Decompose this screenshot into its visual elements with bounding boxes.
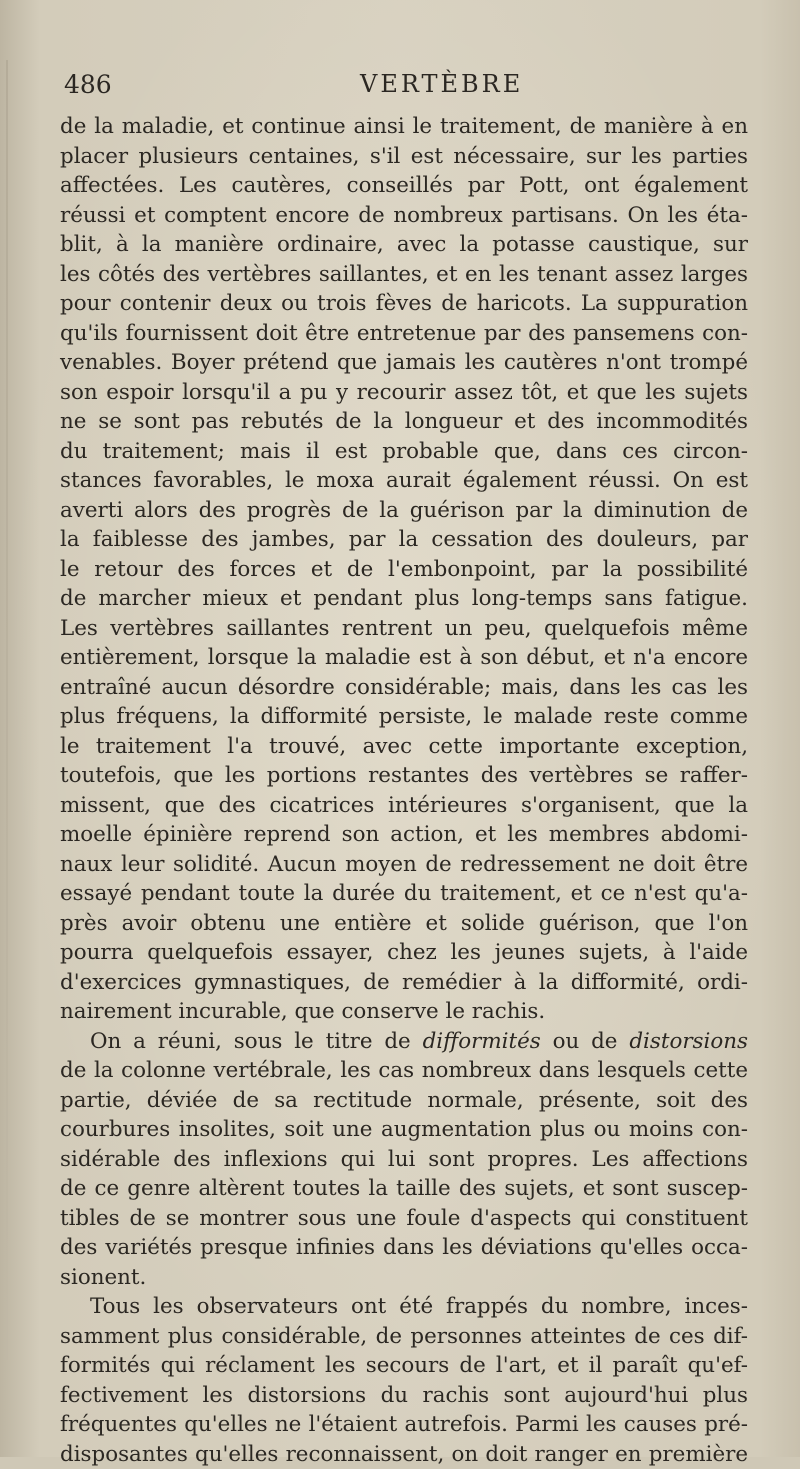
text-line: le retour des forces et de l'embonpoint, par la possibilité <box>60 555 748 585</box>
text-line: stances favorables, le moxa aurait également réussi. On est <box>60 466 748 496</box>
italic-term-difformites: difformités <box>423 1029 541 1054</box>
text-line: placer plusieurs centaines, s'il est nécessaire, sur les parties <box>60 142 748 172</box>
running-title: VERTÈBRE <box>360 70 523 98</box>
text-line: pour contenir deux ou trois fèves de haricots. La suppuration <box>60 289 748 319</box>
text-line: Tous les observateurs ont été frappés du nombre, inces- <box>60 1292 748 1322</box>
page-header <box>60 70 740 110</box>
text-line: sionent. <box>60 1263 748 1293</box>
text-line: entièrement, lorsque la maladie est à son début, et n'a encore <box>60 643 748 673</box>
text-line: pourra quelquefois essayer, chez les jeunes sujets, à l'aide <box>60 938 748 968</box>
text-line: venables. Boyer prétend que jamais les cautères n'ont trompé <box>60 348 748 378</box>
text-line: d'exercices gymnastiques, de remédier à la difformité, ordi- <box>60 968 748 998</box>
text-line: son espoir lorsqu'il a pu y recourir assez tôt, et que les sujets <box>60 378 748 408</box>
text-line: les côtés des vertèbres saillantes, et en les tenant assez larges <box>60 260 748 290</box>
text-line: partie, déviée de sa rectitude normale, présente, soit des <box>60 1086 748 1116</box>
text-line: réussi et comptent encore de nombreux partisans. On les éta- <box>60 201 748 231</box>
text-line: essayé pendant toute la durée du traitement, et ce n'est qu'a- <box>60 879 748 909</box>
text-line: de la colonne vertébrale, les cas nombreux dans lesquels cette <box>60 1056 748 1086</box>
text-line: de ce genre altèrent toutes la taille des sujets, et sont suscep- <box>60 1174 748 1204</box>
text-line: courbures insolites, soit une augmentation plus ou moins con- <box>60 1115 748 1145</box>
text-line: naux leur solidité. Aucun moyen de redressement ne doit être <box>60 850 748 880</box>
text-line: qu'ils fournissent doit être entretenue par des pansemens con- <box>60 319 748 349</box>
text-line: plus fréquens, la difformité persiste, le malade reste comme <box>60 702 748 732</box>
text-fragment: ou de <box>541 1029 630 1054</box>
text-line: averti alors des progrès de la guérison par la diminution de <box>60 496 748 526</box>
text-line: moelle épinière reprend son action, et les membres abdomi- <box>60 820 748 850</box>
text-line: du traitement; mais il est probable que, dans ces circon- <box>60 437 748 467</box>
text-line: la faiblesse des jambes, par la cessation des douleurs, par <box>60 525 748 555</box>
text-line: blit, à la manière ordinaire, avec la potasse caustique, sur <box>60 230 748 260</box>
text-line: des variétés presque infinies dans les déviations qu'elles occa- <box>60 1233 748 1263</box>
text-line: Les vertèbres saillantes rentrent un peu, quelquefois même <box>60 614 748 644</box>
text-line: le traitement l'a trouvé, avec cette importante exception, <box>60 732 748 762</box>
text-fragment: On a réuni, sous le titre de <box>90 1029 423 1054</box>
text-line: fréquentes qu'elles ne l'étaient autrefois. Parmi les causes pré- <box>60 1410 748 1440</box>
text-line: ne se sont pas rebutés de la longueur et des incommodités <box>60 407 748 437</box>
page-number: 486 <box>64 70 112 99</box>
text-line: affectées. Les cautères, conseillés par Pott, ont également <box>60 171 748 201</box>
text-line: fectivement les distorsions du rachis sont aujourd'hui plus <box>60 1381 748 1411</box>
text-line: nairement incurable, que conserve le rachis. <box>60 997 748 1027</box>
text-line: tibles de se montrer sous une foule d'aspects qui constituent <box>60 1204 748 1234</box>
text-line: entraîné aucun désordre considérable; mais, dans les cas les <box>60 673 748 703</box>
text-line: toutefois, que les portions restantes des vertèbres se raffer- <box>60 761 748 791</box>
text-line: formités qui réclament les secours de l'art, et il paraît qu'ef- <box>60 1351 748 1381</box>
text-line: de marcher mieux et pendant plus long-temps sans fatigue. <box>60 584 748 614</box>
text-line: près avoir obtenu une entière et solide guérison, que l'on <box>60 909 748 939</box>
text-line: samment plus considérable, de personnes atteintes de ces dif- <box>60 1322 748 1352</box>
text-line: sidérable des inflexions qui lui sont propres. Les affections <box>60 1145 748 1175</box>
text-line: missent, que des cicatrices intérieures s'organisent, que la <box>60 791 748 821</box>
text-line: disposantes qu'elles reconnaissent, on doit ranger en première <box>60 1440 748 1469</box>
body-text <box>60 112 748 1469</box>
text-line-with-italics <box>60 1027 748 1057</box>
text-line: de la maladie, et continue ainsi le traitement, de manière à en <box>60 112 748 142</box>
page-edge-shadow <box>6 60 8 1360</box>
italic-term-distorsions: distorsions <box>629 1029 748 1054</box>
